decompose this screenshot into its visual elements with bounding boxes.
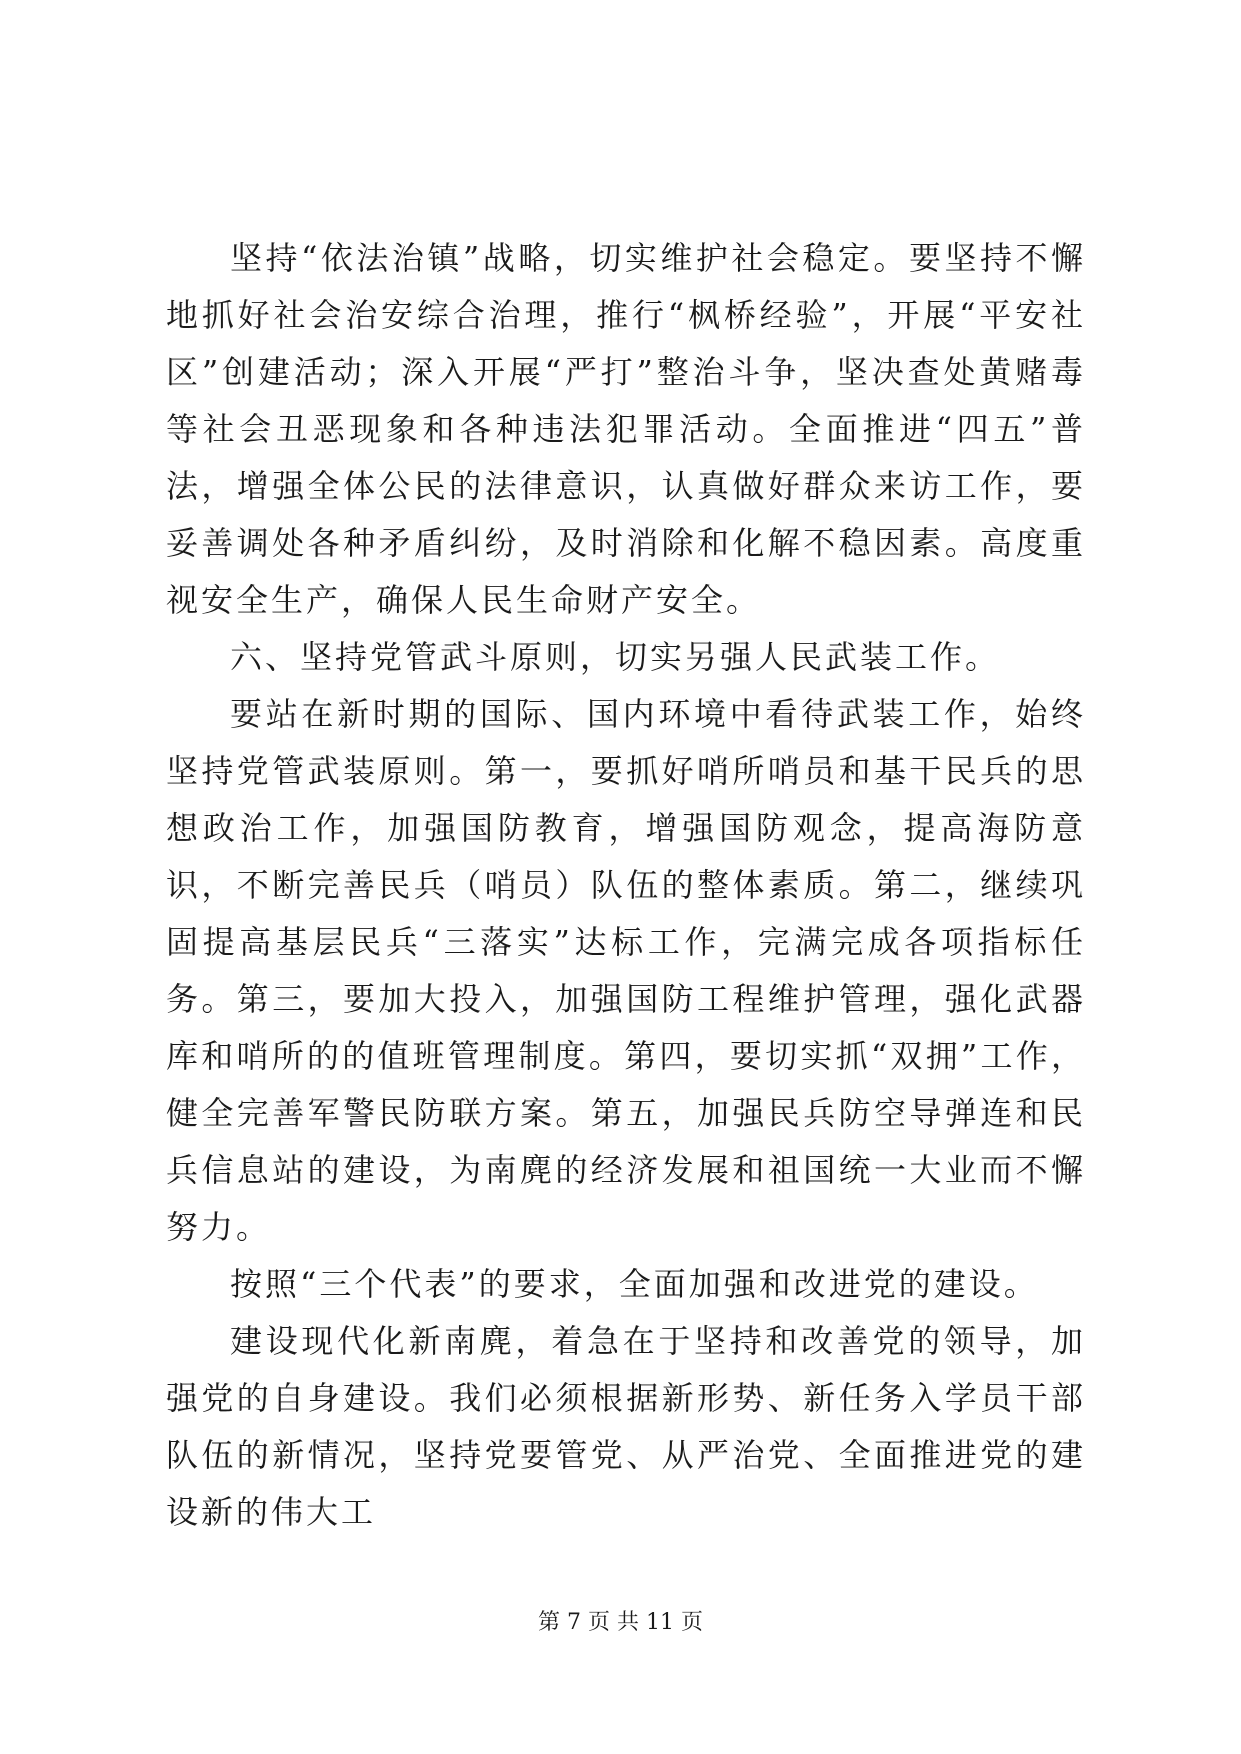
paragraph-heading-party-building: 按照“三个代表”的要求，全面加强和改进党的建设。 bbox=[230, 1265, 1039, 1303]
page-number-footer: 第 7 页 共 11 页 bbox=[538, 1610, 703, 1635]
paragraph-armed-forces: 要站在新时期的国际、国内环境中看待武装工作，始终坚持党管武装原则。第一，要抓好哨所哨员和基干民兵的思想政治工作，加强国防教育，增强国防观念，提高海防意识，不断完善民兵（哨员）队伍的整体素质。第二，继续巩固提高基层民兵“三落实”达标工作，完满完成各项指标任务。第三，要加大投入，加强国防工程维护管理，强化武器库和哨所的的值班管理制度。第四，要切实抓“双拥”工作，健全完善军警民防联方案。第五，加强民兵防空导弹连和民兵信息站的建设，为南麂的经济发展和祖国统一大业而不懈努力。 bbox=[166, 695, 1086, 1246]
paragraph-stability: 坚持“依法治镇”战略，切实维护社会稳定。要坚持不懈地抓好社会治安综合治理，推行“枫桥经验”，开展“平安社区”创建活动；深入开展“严打”整治斗争，坚决查处黄赌毒等社会丑恶现象和各种违法犯罪活动。全面推进“四五”普法，增强全体公民的法律意识，认真做好群众来访工作，要妥善调处各种矛盾纠纷，及时消除和化解不稳因素。高度重视安全生产，确保人民生命财产安全。 bbox=[166, 239, 1086, 619]
document-body bbox=[166, 230, 1086, 1541]
paragraph-party-building: 建设现代化新南麂，着急在于坚持和改善党的领导，加强党的自身建设。我们必须根据新形势、新任务入学员干部队伍的新情况，坚持党要管党、从严治党、全面推进党的建设新的伟大工 bbox=[166, 1322, 1086, 1531]
paragraph-heading-armed-forces: 六、坚持党管武斗原则，切实另强人民武装工作。 bbox=[230, 638, 1001, 676]
